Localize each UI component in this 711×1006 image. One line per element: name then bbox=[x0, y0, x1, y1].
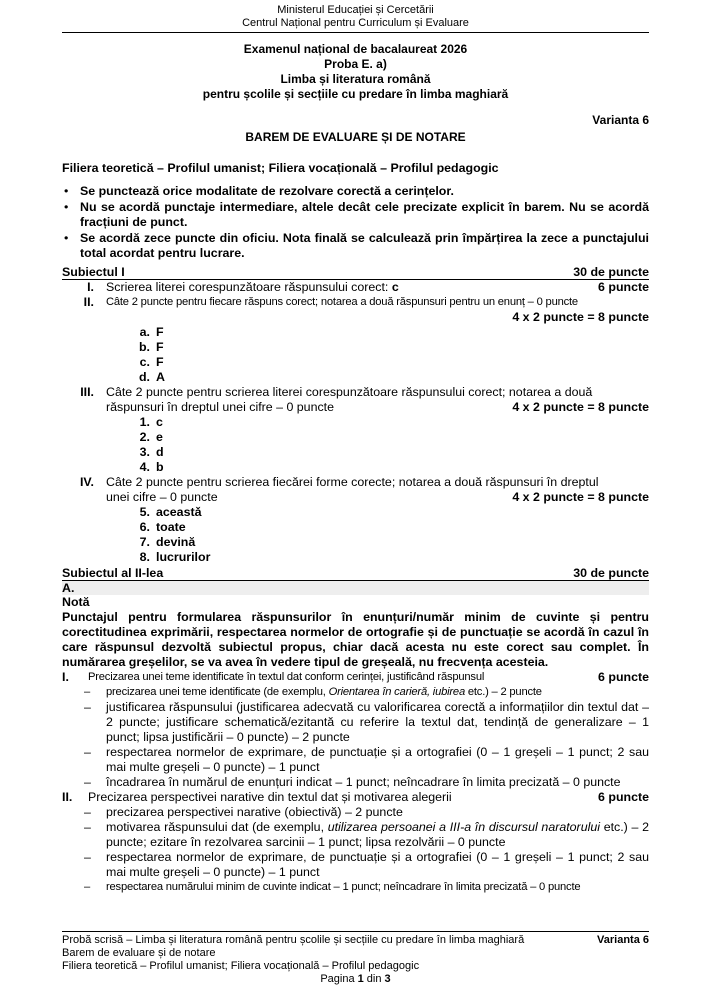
item-number: III. bbox=[80, 385, 94, 399]
criterion-2 bbox=[62, 790, 649, 805]
exam-title-line1: Examenul național de bacalaureat 2026 bbox=[243, 42, 468, 56]
document-page bbox=[62, 0, 649, 1006]
page-number: Pagina 1 din 3 bbox=[320, 973, 391, 985]
item-text: Câte 2 puncte pentru fiecare răspuns corect; notarea a două răspunsuri pentru un enunț – 0 puncte bbox=[106, 296, 578, 308]
criterion-points: 6 puncte bbox=[598, 670, 649, 684]
header-rule bbox=[62, 32, 649, 33]
rule-item: • Se acordă zece puncte din oficiu. Nota finală se calculează prin împărțirea la zece a punctajului total acordat pentru lucrare. bbox=[62, 231, 649, 261]
ministry-name: Ministerul Educației și Cercetării bbox=[277, 4, 434, 16]
rule-item: • Nu se acordă punctaje intermediare, altele decât cele precizate explicit în barem. Nu se acordă fracțiuni de punct. bbox=[62, 200, 649, 230]
subject-2-title: Subiectul al II-lea bbox=[62, 566, 164, 580]
footer-barem-line: Barem de evaluare și de notare bbox=[62, 947, 216, 959]
answer-list bbox=[62, 505, 649, 565]
page-footer bbox=[62, 934, 649, 986]
item-number: II. bbox=[83, 295, 94, 309]
item-number: I. bbox=[87, 280, 94, 294]
answer-row: d. A bbox=[138, 370, 165, 384]
footer-rule bbox=[62, 931, 649, 932]
answer-row: 3. d bbox=[139, 445, 164, 459]
criterion-detail: – respectarea normelor de exprimare, de punctuație și a ortografiei (0 – 1 greșeli – 1 punct; 2 sau mai multe greșeli – 0 puncte) – 1 punct bbox=[84, 745, 649, 774]
subject-2-heading bbox=[62, 566, 649, 581]
center-name: Centrul Național pentru Curriculum și Evaluare bbox=[242, 17, 469, 29]
exam-title-line2: Proba E. a) bbox=[324, 57, 387, 71]
footer-variant: Varianta 6 bbox=[597, 934, 649, 946]
answer-row: 6. toate bbox=[139, 520, 186, 534]
item-points: 4 x 2 puncte = 8 puncte bbox=[512, 490, 649, 504]
criterion-detail: – precizarea unei teme identificate (de exemplu, Orientarea în carieră, iubirea etc.) – 2 puncte bbox=[84, 686, 542, 698]
subject-1-points: 30 de puncte bbox=[573, 265, 649, 279]
section-a-label: A. bbox=[62, 581, 649, 595]
item-points: 4 x 2 puncte = 8 puncte bbox=[512, 310, 649, 324]
rule-item: • Se punctează orice modalitate de rezolvare corectă a cerințelor. bbox=[62, 184, 649, 199]
answer-row: b. F bbox=[138, 340, 164, 354]
filiera-text: Filiera teoretică – Profilul umanist; Filiera vocațională – Profilul pedagogic bbox=[62, 161, 499, 175]
item-text: unei cifre – 0 puncte bbox=[106, 490, 218, 504]
subject-1-title: Subiectul I bbox=[62, 265, 125, 279]
answer-row: 7. devină bbox=[139, 535, 196, 549]
variant-label: Varianta 6 bbox=[592, 113, 649, 127]
answer-list bbox=[62, 325, 649, 385]
item-1-1 bbox=[62, 280, 649, 295]
item-1-2 bbox=[62, 295, 649, 310]
note-label: Notă bbox=[62, 595, 90, 609]
criterion-detail: – precizarea perspectivei narative (obiectivă) – 2 puncte bbox=[84, 805, 403, 819]
criterion-number: II. bbox=[62, 790, 73, 804]
criterion-number: I. bbox=[62, 670, 69, 684]
note-text: Punctajul pentru formularea răspunsurilor în enunțuri/număr minim de cuvinte și pentru corectitudinea exprimării, respectarea normelor de ortografie și de punctuație se acordă în cazul în care răspunsul dezvoltă subiectul propus, chiar dacă acesta nu este corect sau complet. În numărarea greșelilor, se va avea în vedere tipul de greșeală, nu frecvența acesteia. bbox=[62, 610, 649, 669]
item-text: Câte 2 puncte pentru scrierea fiecărei forme corecte; notarea a două răspunsuri în dreptul bbox=[106, 475, 599, 489]
item-text: răspunsuri în dreptul unei cifre – 0 puncte bbox=[106, 400, 334, 414]
page-header bbox=[62, 4, 649, 30]
item-answer: c bbox=[391, 280, 399, 294]
criterion-detail: – motivarea răspunsului dat (de exemplu, utilizarea persoanei a III-a în discursul naratorului etc.) – 2 puncte; ezitare în rezolvarea sarcinii – 1 punct; lipsa rezolvării – 0 puncte bbox=[84, 820, 649, 849]
item-1-3 bbox=[62, 385, 649, 415]
answer-row: c. F bbox=[139, 355, 164, 369]
subject-2-points: 30 de puncte bbox=[573, 566, 649, 580]
subject-1-heading bbox=[62, 265, 649, 280]
answer-row: a. F bbox=[139, 325, 164, 339]
exam-title-line4: pentru școlile și secțiile cu predare în limba maghiară bbox=[202, 87, 509, 101]
criterion-points: 6 puncte bbox=[598, 790, 649, 804]
answer-row: 1. c bbox=[139, 415, 163, 429]
barem-title: BAREM DE EVALUARE ȘI DE NOTARE bbox=[245, 130, 466, 144]
item-points: 4 x 2 puncte = 8 puncte bbox=[512, 400, 649, 414]
criterion-1 bbox=[62, 670, 649, 685]
item-text: Câte 2 puncte pentru scrierea literei corespunzătoare răspunsului corect; notarea a două bbox=[106, 385, 593, 399]
item-points: 6 puncte bbox=[598, 280, 649, 294]
criterion-text: Precizarea unei teme identificate în textul dat conform cerinței, justificând răspunsul bbox=[88, 671, 485, 683]
item-1-4 bbox=[62, 475, 649, 505]
criterion-detail: – justificarea răspunsului (justificarea adecvată cu valorificarea corectă a informațiilor din textul dat – 2 puncte; justificare schematică/ezitantă cu referire la textul dat, tendință de generalizare – 1 punct; lipsa justificării – 0 puncte) – 2 puncte bbox=[84, 700, 649, 744]
answer-row: 4. b bbox=[139, 460, 164, 474]
item-number: IV. bbox=[79, 475, 94, 489]
criterion-detail: – încadrarea în numărul de enunțuri indicat – 1 punct; neîncadrare în limita precizată – 0 puncte bbox=[84, 775, 621, 789]
exam-title-line3: Limba și literatura română bbox=[280, 72, 431, 86]
criterion-detail: – respectarea normelor de exprimare, de punctuație și a ortografiei (0 – 1 greșeli – 1 punct; 2 sau mai multe greșeli – 0 puncte) – 1 punct bbox=[84, 850, 649, 879]
answer-list bbox=[62, 415, 649, 475]
criterion-text: Precizarea perspectivei narative din textul dat și motivarea alegerii bbox=[88, 790, 452, 804]
criterion-detail: – respectarea numărului minim de cuvinte indicat – 1 punct; neîncadrare în limita precizată – 0 puncte bbox=[84, 881, 581, 893]
item-text: Scrierea literei corespunzătoare răspunsului corect: bbox=[106, 280, 392, 294]
answer-row: 8. lucrurilor bbox=[139, 550, 211, 564]
footer-exam-line: Probă scrisă – Limba și literatura română pentru școlile și secțiile cu predare în limba maghiară bbox=[62, 934, 525, 946]
exam-title bbox=[62, 42, 649, 102]
answer-row: 5. aceastǎ bbox=[139, 505, 202, 519]
general-rules-list bbox=[62, 184, 649, 261]
footer-filiera-line: Filiera teoretică – Profilul umanist; Filiera vocațională – Profilul pedagogic bbox=[62, 960, 420, 972]
answer-row: 2. e bbox=[139, 430, 163, 444]
